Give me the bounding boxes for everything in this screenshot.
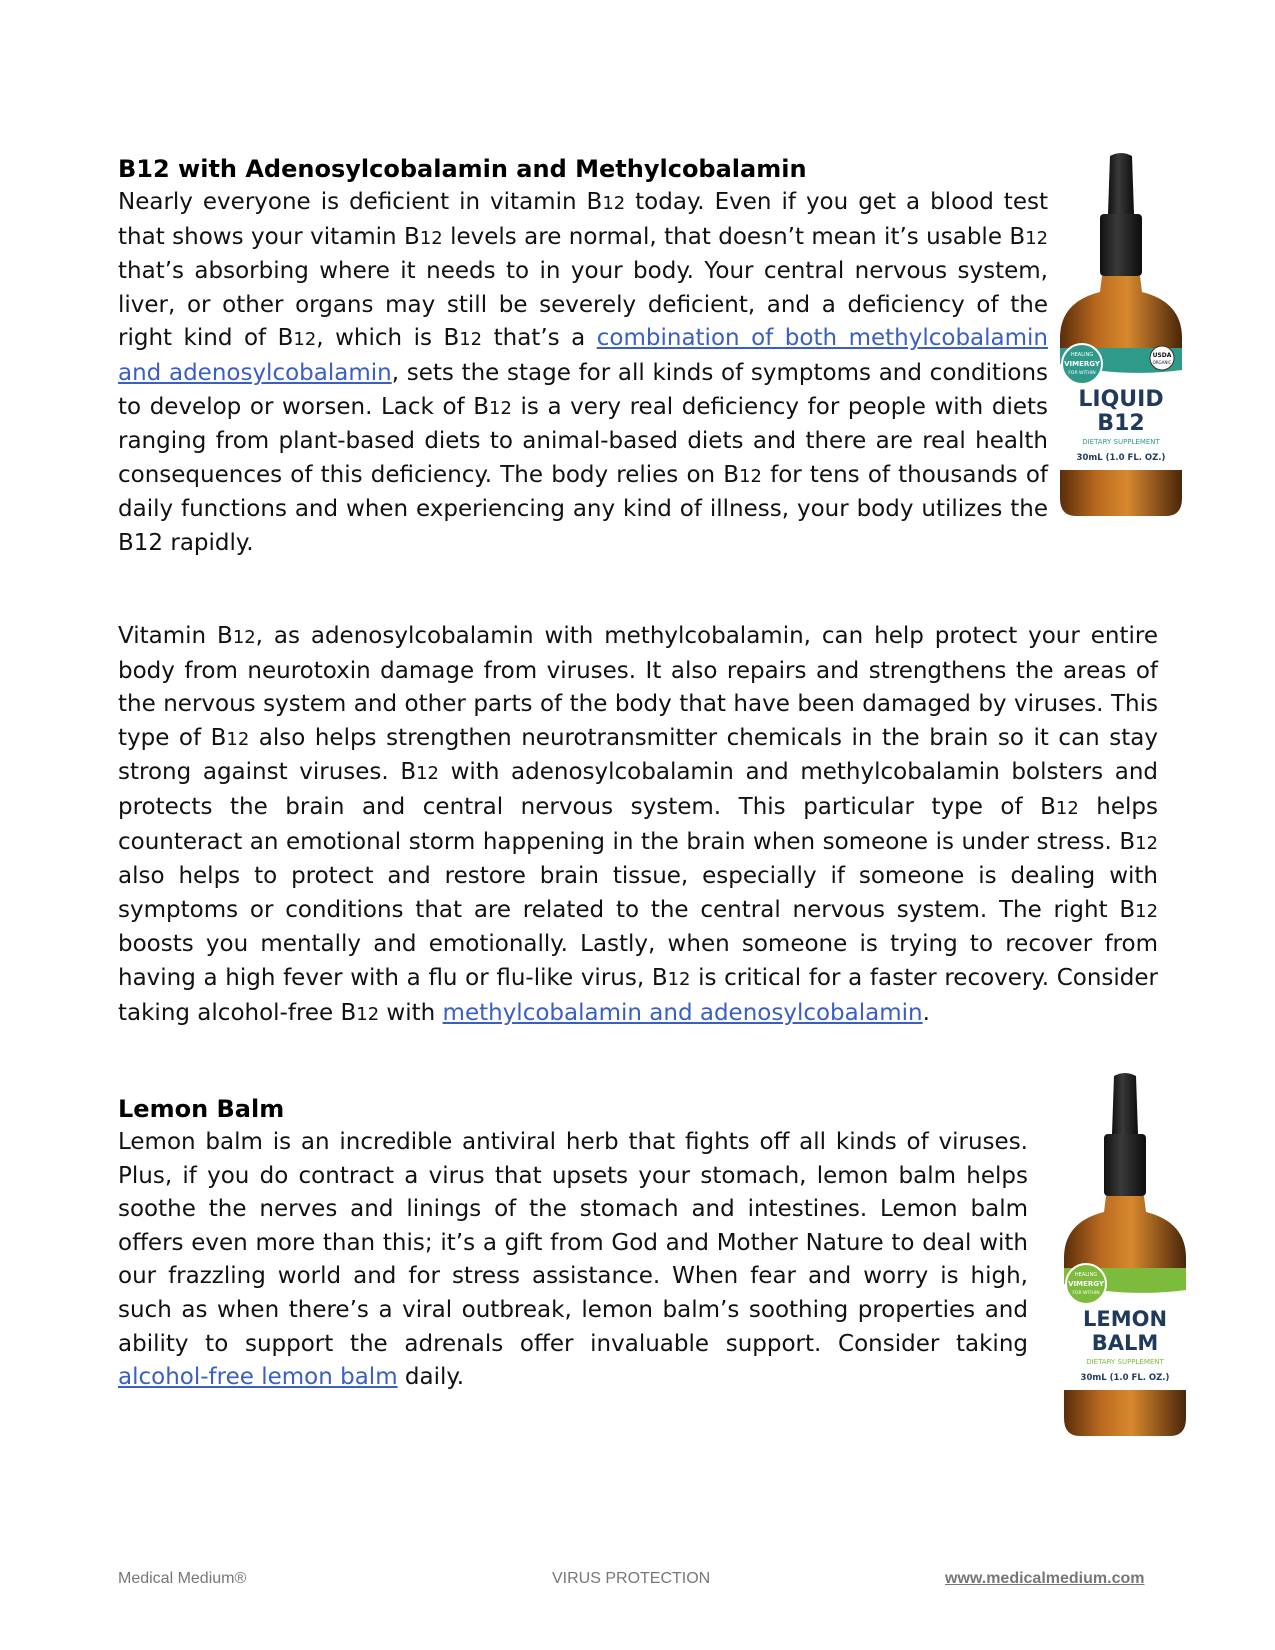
product-name-line1: LIQUID xyxy=(1078,387,1164,412)
b12-combination-link[interactable]: combination of both methylcobalamin and adenosylcobalamin xyxy=(118,325,1048,386)
text: levels are normal, that doesn’t mean it’s usable B xyxy=(442,223,1026,250)
subscript: 12 xyxy=(1025,227,1049,249)
b12-heading xyxy=(118,152,1048,186)
subscript: 12 xyxy=(293,329,317,351)
subscript: 12 xyxy=(739,465,762,487)
text: , which is B xyxy=(316,325,460,352)
text: Lemon balm is an incredible antiviral herb that fights off all kinds of viruses. Plus, if you do contract a virus that upsets your stomach, lemon balm helps soothe the nerves and linings of the stomach and intestines. Lemon balm offers even more than this; it’s a gift from God and Mother Nature to deal with our frazzling world and for stress assistance. When fear and worry is high, such as when there’s a viral outbreak, lemon balm’s soothing properties and ability to support the adrenals offer invaluable support. Consider taking xyxy=(118,1129,1028,1357)
text: daily. xyxy=(397,1364,465,1391)
supplement-text: DIETARY SUPPLEMENT xyxy=(1082,438,1160,446)
text: , as adenosylcobalamin with methylcobalamin, can help protect your entire body from neurotoxin damage from viruses. It also repairs and strengthens the areas of the nervous system and other parts of the body that have been damaged by viruses. This type of B xyxy=(118,623,1158,751)
bottle-lemon-svg xyxy=(1062,1072,1188,1444)
b12-methyl-adenosyl-link[interactable]: methylcobalamin and adenosylcobalamin xyxy=(442,999,923,1026)
product-name-line1: LEMON xyxy=(1082,1307,1168,1331)
text: also helps to protect and restore brain tissue, especially if someone is dealing with symptoms or conditions that are related to the central nervous system. The right B xyxy=(118,863,1158,923)
text: with xyxy=(379,999,443,1026)
subscript: 12 xyxy=(1055,797,1079,819)
supplement-text: DIETARY SUPPLEMENT xyxy=(1086,1358,1164,1366)
text: with adenosylcobalamin and methylcobalamin bolsters and protects the brain and central nervous system. This particular type of B xyxy=(118,759,1158,820)
lemon-balm-section xyxy=(118,1092,1028,1395)
text: Vitamin B xyxy=(118,623,233,649)
subscript: 12 xyxy=(667,968,691,990)
dropper-collar xyxy=(1100,214,1142,276)
subscript: 12 xyxy=(356,1003,380,1025)
text: that’s a xyxy=(482,325,597,352)
dropper-collar xyxy=(1104,1134,1146,1196)
text: also helps strengthen neurotransmitter chemicals in the brain so it can stay strong against viruses. B xyxy=(118,724,1158,786)
text: boosts you mentally and emotionally. Lastly, when someone is trying to recover from having a high fever with a flu or flu-like virus, B xyxy=(118,931,1158,991)
liquid-b12-bottle-image xyxy=(1058,152,1184,524)
product-name-line2: BALM xyxy=(1091,1331,1159,1355)
text: for tens of thousands of daily functions and when experiencing any kind of illness, your body utilizes the B12 rapidly. xyxy=(118,461,1048,556)
lemon-balm-heading: Lemon Balm xyxy=(118,1095,285,1123)
subscript: 12 xyxy=(419,227,443,249)
text: is critical for a faster recovery. Consider taking alcohol-free B xyxy=(118,964,1158,1026)
subscript: 12 xyxy=(489,397,512,419)
product-name-line2: B12 xyxy=(1097,411,1145,436)
text: helps counteract an emotional storm happening in the brain when someone is under stress. B xyxy=(118,793,1159,855)
footer-website-link[interactable]: www.medicalmedium.com xyxy=(945,1570,1145,1587)
text: that’s absorbing where it needs to in your body. Your central nervous system, liver, or other organs may still be severely deficient, and a deficiency of the right kind of B xyxy=(118,258,1048,352)
bottle-b12-svg xyxy=(1058,152,1184,524)
footer-brand: Medical Medium® xyxy=(118,1570,247,1587)
footer-section-title: VIRUS PROTECTION xyxy=(552,1570,711,1587)
b12-paragraph-2 xyxy=(118,620,1158,1031)
brand-text: VIMERGY xyxy=(1064,360,1100,368)
text: , sets the stage for all kinds of symptoms and conditions to develop or worsen. Lack of B xyxy=(118,359,1049,420)
organic-text: ORGANIC xyxy=(1152,360,1172,365)
subscript: 12 xyxy=(1135,900,1158,922)
subscript: 12 xyxy=(416,763,439,785)
vitamin-b12-section xyxy=(118,620,1158,1031)
subscript: 12 xyxy=(602,193,626,214)
volume-text: 30mL (1.0 FL. OZ.) xyxy=(1080,1373,1170,1383)
brand-bottom-text: FOR WITHIN xyxy=(1072,1291,1100,1296)
subscript: 12 xyxy=(226,728,250,750)
brand-text: VIMERGY xyxy=(1068,1280,1104,1288)
dropper-bulb xyxy=(1108,153,1134,214)
lemon-balm-paragraph xyxy=(118,1126,1028,1395)
lemon-balm-bottle-image xyxy=(1062,1072,1188,1444)
dropper-bulb xyxy=(1112,1073,1138,1134)
b12-heading-text: B12 with Adenosylcobalamin and Methylcobalamin xyxy=(118,155,807,183)
text: is a very real deficiency for people with diets ranging from plant-based diets to animal-based diets and there are real health consequences of this deficiency. The body relies on B xyxy=(118,393,1048,488)
usda-text: USDA xyxy=(1152,352,1172,359)
text: Nearly everyone is deficient in vitamin B xyxy=(118,189,603,215)
brand-top-text: HEALING xyxy=(1074,1272,1098,1278)
b12-paragraph-1 xyxy=(118,186,1048,561)
subscript: 12 xyxy=(459,329,483,351)
lemon-balm-link[interactable]: alcohol-free lemon balm xyxy=(118,1364,398,1391)
text: today. Even if you get a blood test that shows your vitamin B xyxy=(118,189,1048,250)
volume-text: 30mL (1.0 FL. OZ.) xyxy=(1076,453,1166,463)
brand-bottom-text: FOR WITHIN xyxy=(1068,371,1096,376)
brand-top-text: HEALING xyxy=(1070,352,1094,358)
text: . xyxy=(922,999,930,1026)
b12-section xyxy=(118,152,1048,561)
subscript: 12 xyxy=(232,627,256,648)
subscript: 12 xyxy=(1135,832,1158,854)
